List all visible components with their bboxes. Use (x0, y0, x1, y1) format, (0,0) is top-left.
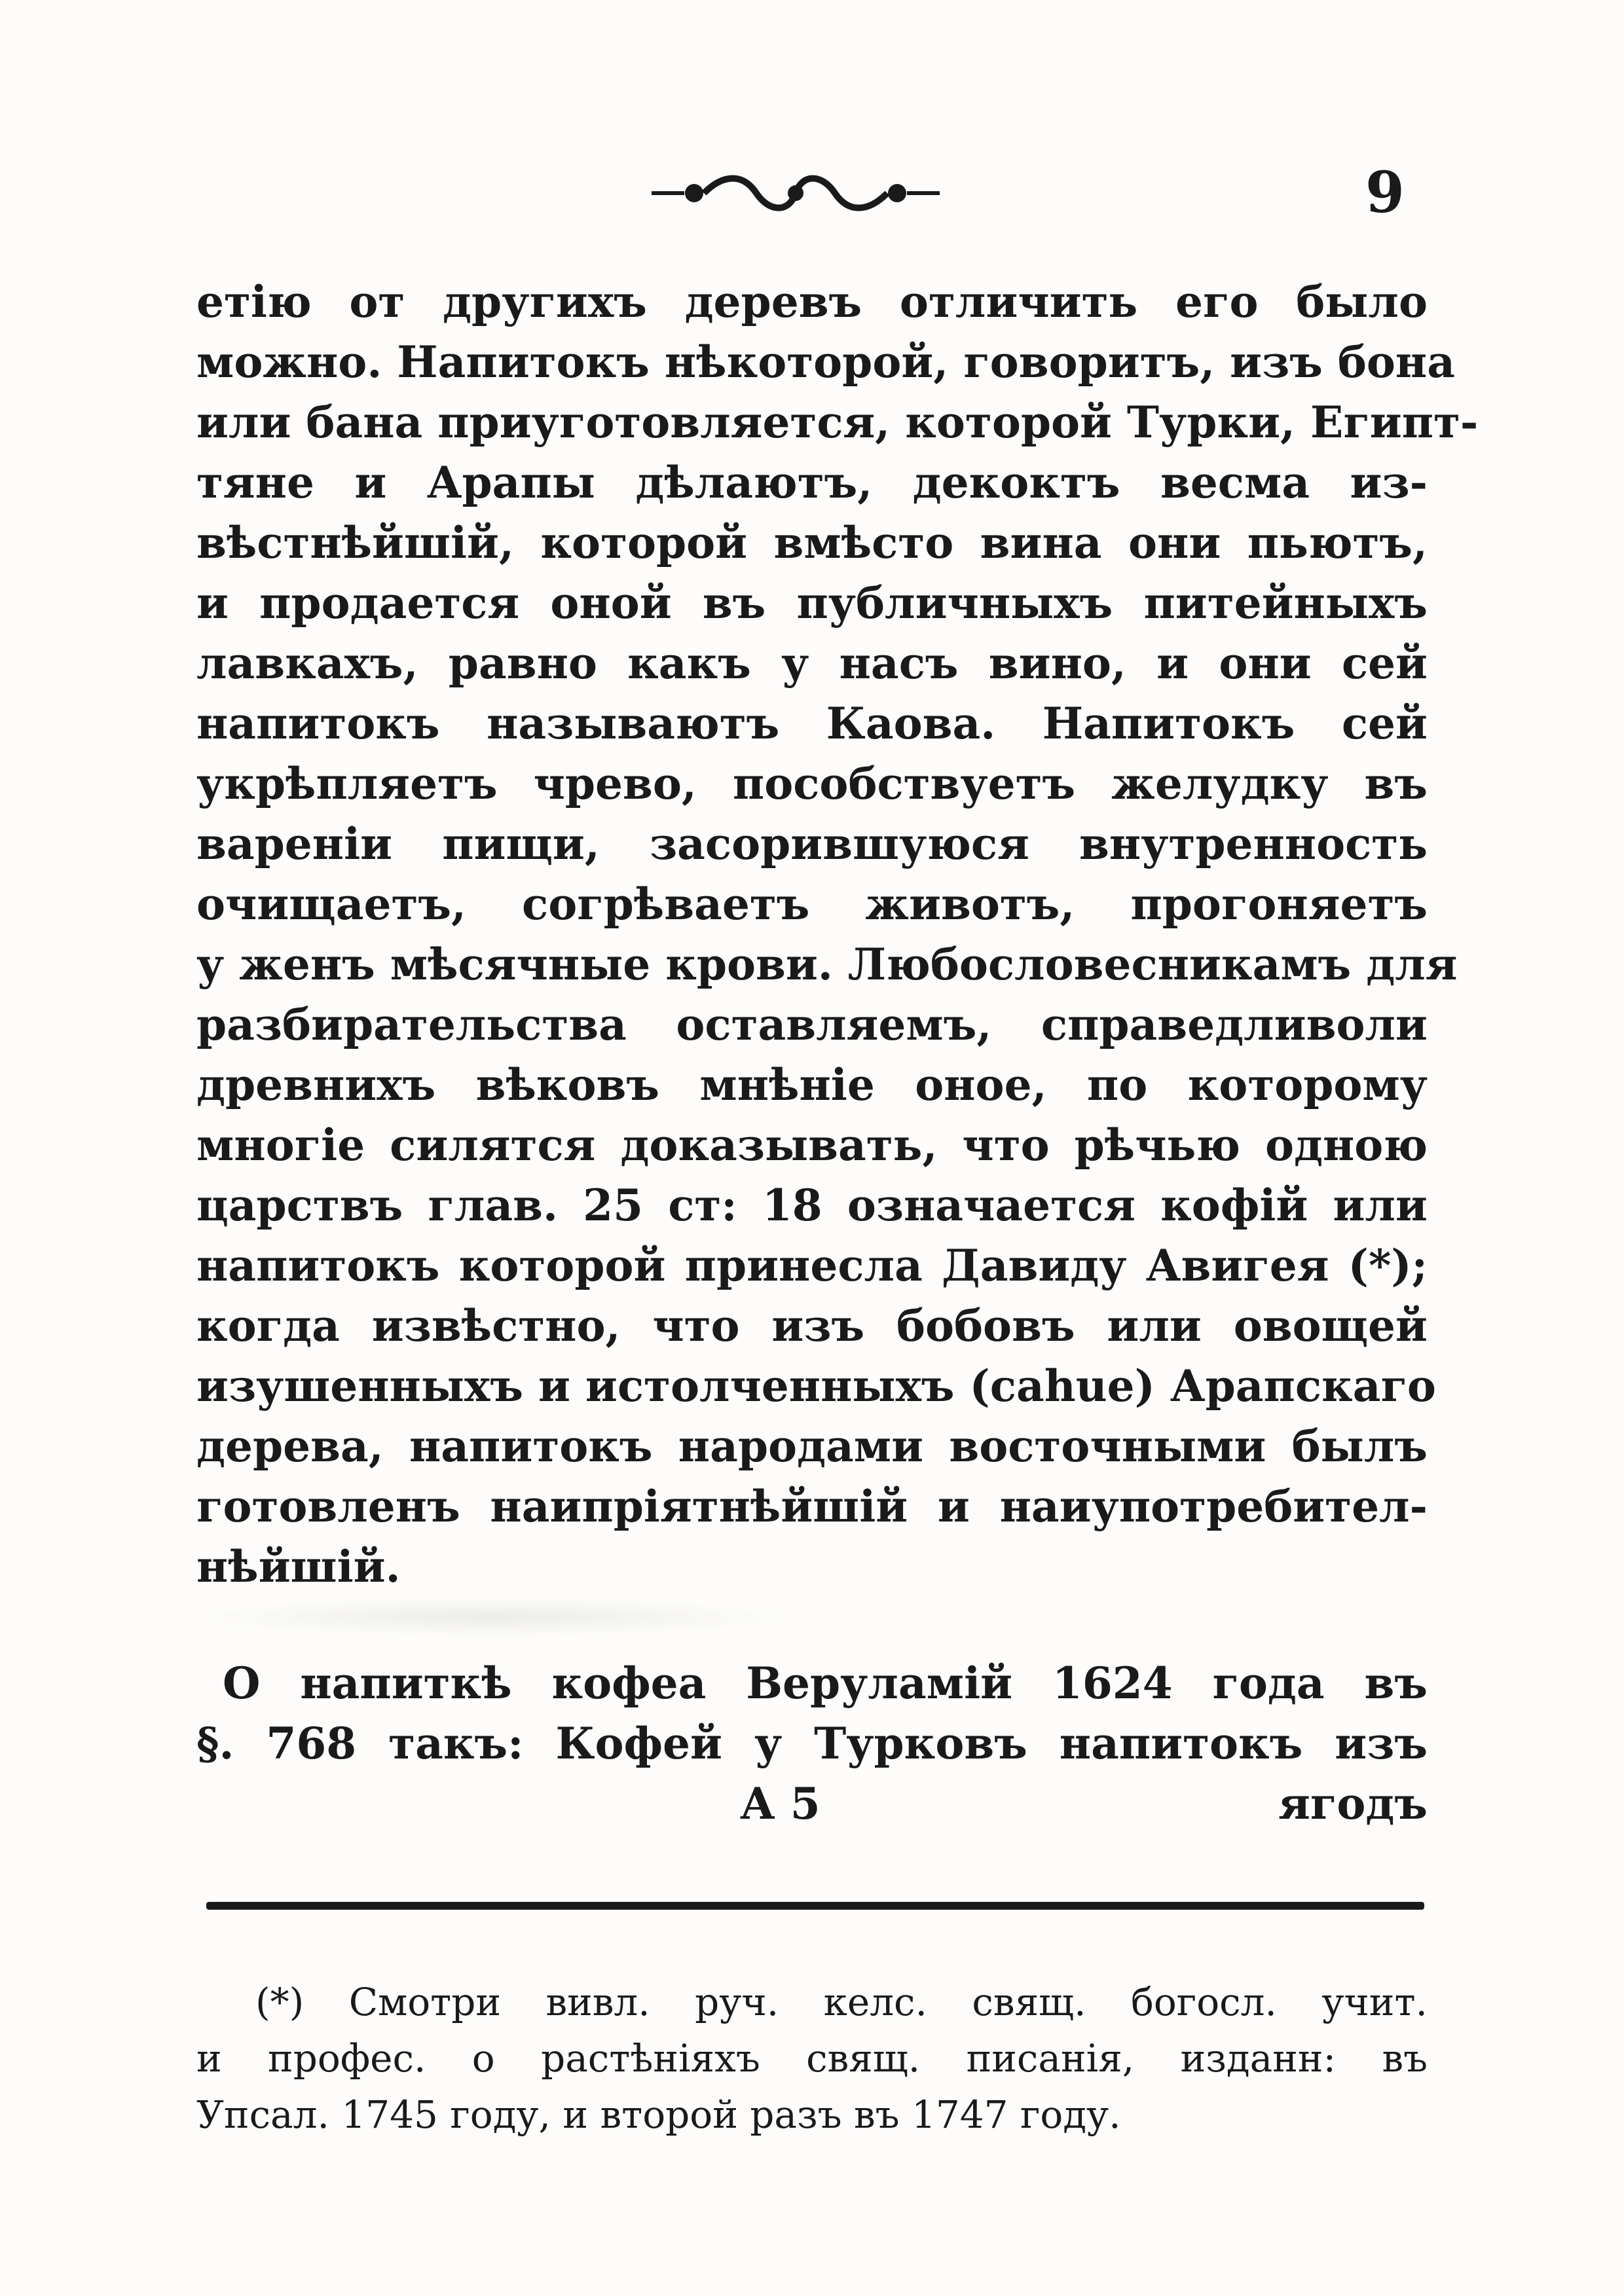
text-line: можно. Напитокъ нѣкоторой, говоритъ, изъ бона (196, 337, 1455, 388)
text-line: нѣйшій. (196, 1541, 401, 1592)
second-paragraph (196, 1653, 1428, 1834)
text-line: напитокъ которой принесла Давиду Авигея (*); (196, 1240, 1428, 1291)
page-header (0, 160, 1624, 226)
text-line: у женъ мѣсячные крови. Любословесникамъ для (196, 939, 1458, 990)
text-line: лавкахъ, равно какъ у насъ вино, и они сей (196, 638, 1428, 689)
text-line: дерева, напитокъ народами восточными былъ (196, 1421, 1428, 1472)
text-line: разбирательства оставляемъ, справедливоли (196, 999, 1428, 1050)
signature-row (196, 1774, 1428, 1834)
text-line: древнихъ вѣковъ мнѣніе оное, по которому (196, 1059, 1428, 1110)
page-number: 9 (1365, 160, 1405, 226)
headpiece-ornament (645, 170, 946, 216)
printer-signature: А 5 (740, 1778, 821, 1829)
text-line: и продается оной въ публичныхъ питейныхъ (196, 577, 1428, 629)
text-line: готовленъ наипріятнѣйшій и наиупотребител- (196, 1481, 1428, 1532)
catchword: ягодъ (1278, 1778, 1428, 1829)
text-line: изушенныхъ и истолченныхъ (cahue) Арапскаго (196, 1360, 1436, 1412)
text-line: етію от другихъ деревъ отличить его было (196, 276, 1428, 327)
footnote-rule (206, 1902, 1424, 1910)
text-line: вѣстнѣйшій, которой вмѣсто вина они пьютъ, (196, 517, 1428, 568)
text-line: §. 768 такъ: Кофей у Турковъ напитокъ изъ (196, 1718, 1428, 1769)
text-line: царствъ глав. 25 ст: 18 означается кофій или (196, 1180, 1428, 1231)
text-line: О напиткѣ кофеа Веруламій 1624 года въ (223, 1658, 1428, 1709)
text-line: многіе силятся доказывать, что рѣчью одною (196, 1120, 1428, 1171)
footnote-line: и профес. о растѣніяхъ свящ. писанія, изданн: въ (196, 2036, 1428, 2081)
footnote-line: (*) Смотри вивл. руч. келс. свящ. богосл. учит. (255, 1980, 1428, 2024)
text-line: укрѣпляетъ чрево, пособствуетъ желудку въ (196, 758, 1428, 809)
text-line: напитокъ называютъ Каова. Напитокъ сей (196, 698, 1428, 749)
footnote-line: Упсал. 1745 году, и второй разъ въ 1747 году. (196, 2092, 1121, 2137)
text-line: тяне и Арапы дѣлаютъ, декоктъ весма из- (196, 457, 1428, 508)
text-line: вареніи пищи, засорившуюся внутренность (196, 818, 1428, 869)
ink-bleed-smudge (196, 1597, 786, 1637)
main-paragraph (196, 272, 1479, 1597)
text-line: когда извѣстно, что изъ бобовъ или овощей (196, 1300, 1428, 1351)
footnote (196, 1974, 1428, 2143)
text-line: или бана приуготовляется, которой Турки, Египт- (196, 397, 1479, 448)
text-line: очищаетъ, согрѣваетъ животъ, прогоняетъ (196, 879, 1428, 930)
